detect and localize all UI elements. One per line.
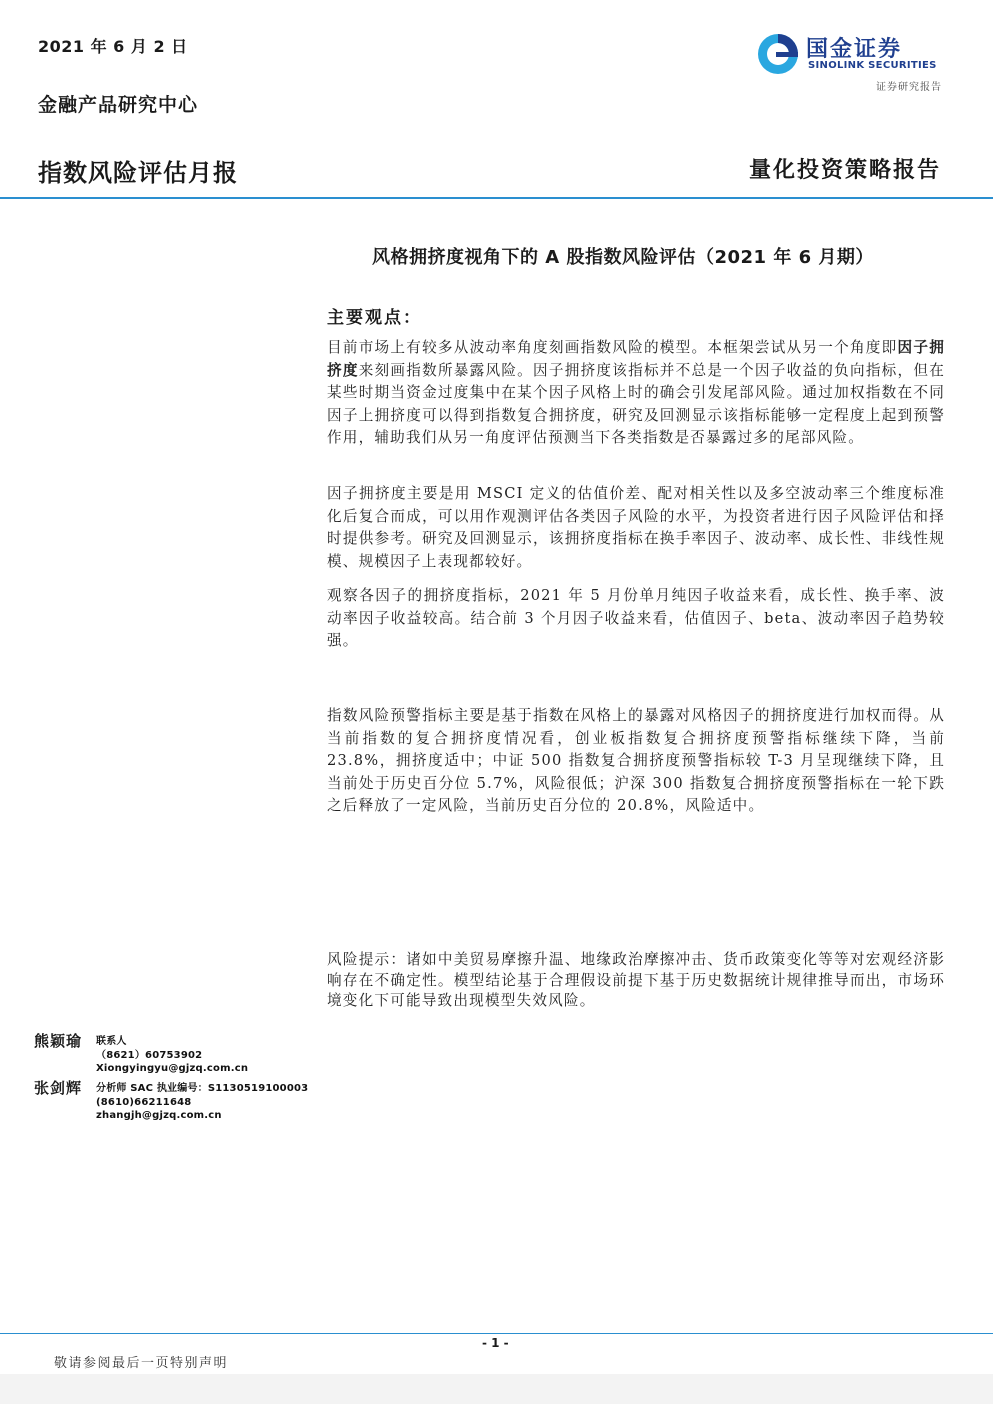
analyst-contact-info: [96, 1035, 248, 1076]
analyst-phone: （8621）60753902: [96, 1049, 203, 1061]
analyst-role: 联系人: [96, 1036, 127, 1047]
paragraph-text: 目前市场上有较多从波动率角度刻画指数风险的模型。本框架尝试从另一个角度即: [327, 339, 898, 356]
key-point-paragraph-2: 因子拥挤度主要是用 MSCI 定义的估值价差、配对相关性以及多空波动率三个维度标准化后复合而成，可以用作观测评估各类因子风险的水平，为投资者进行因子风险评估和择时提供参考。研究及回测显示，该拥挤度指标在换手率因子、波动率、成长性、非线性规模、规模因子上表现都较好。: [327, 485, 945, 570]
paragraph-text: 来刻画指数所暴露风险。因子拥挤度该指标并不总是一个因子收益的负向指标，但在某些时期当资金过度集中在某个因子风格上时的确会引发尾部风险。通过加权指数在不同因子上拥挤度可以得到指数复合拥挤度，研究及回测显示该指标能够一定程度上起到预警作用，辅助我们从另一角度评估预测当下各类指数是否暴露过多的尾部风险。: [327, 361, 945, 447]
research-center-name: 金融产品研究中心: [38, 94, 199, 116]
emphasis-term: 因子拥挤度: [327, 339, 945, 379]
logo-english-name: SINOLINK SECURITIES: [808, 60, 937, 71]
page-number: - 1 -: [482, 1336, 509, 1350]
key-point-paragraph-1: [327, 337, 945, 450]
analyst-name: 熊颖瑜: [34, 1032, 83, 1050]
analyst-email: Xiongyingyu@gjzq.com.cn: [96, 1063, 249, 1074]
analyst-email: zhangjh@gjzq.com.cn: [96, 1110, 222, 1121]
company-logo: [756, 32, 946, 94]
footer-band: [0, 1374, 993, 1404]
key-point-paragraph-4: 指数风险预警指标主要是基于指数在风格上的暴露对风格因子的拥挤度进行加权而得。从当前指数的复合拥挤度情况看，创业板指数复合拥挤度预警指标继续下降，当前 23.8%，拥挤度适中；中证 500 指数复合拥挤度预警指标较 T-3 月呈现继续下降，且当前处于历史百分位 5.7%，风险很低；沪深 300 指数复合拥挤度预警指标在一轮下跌之后释放了一定风险，当前历史百分位的 20.8%，风险适中。: [327, 707, 945, 815]
report-date: 2021 年 6 月 2 日: [38, 37, 188, 56]
analyst-contact-info: [96, 1082, 308, 1123]
risk-warning-paragraph: 风险提示：诸如中美贸易摩擦升温、地缘政治摩擦冲击、货币政策变化等等对宏观经济影响存在不确定性。模型结论基于合理假设前提下基于历史数据统计规律推导而出，市场环境变化下可能导致出现模型失效风险。: [327, 951, 945, 1010]
report-type: 量化投资策略报告: [748, 157, 941, 183]
footer-divider: [0, 1333, 993, 1334]
key-points-heading: 主要观点：: [327, 308, 422, 328]
analyst-role: 分析师 SAC 执业编号：S1130519100003: [96, 1083, 309, 1094]
report-series-title: 指数风险评估月报: [38, 159, 238, 187]
disclaimer-note: 敬请参阅最后一页特别声明: [54, 1356, 229, 1371]
logo-subtitle: 证券研究报告: [876, 82, 942, 93]
sinolink-logo-icon: [756, 32, 800, 76]
logo-chinese-name: 国金证券: [806, 37, 903, 62]
report-subject-title: 风格拥挤度视角下的 A 股指数风险评估（2021 年 6 月期）: [372, 247, 874, 268]
analyst-phone: (8610)66211648: [96, 1096, 192, 1108]
key-point-paragraph-3: 观察各因子的拥挤度指标，2021 年 5 月份单月纯因子收益来看，成长性、换手率、波动率因子收益较高。结合前 3 个月因子收益来看，估值因子、beta、波动率因子趋势较强。: [327, 587, 945, 650]
header-divider: [0, 197, 993, 199]
analyst-name: 张剑辉: [34, 1079, 83, 1097]
